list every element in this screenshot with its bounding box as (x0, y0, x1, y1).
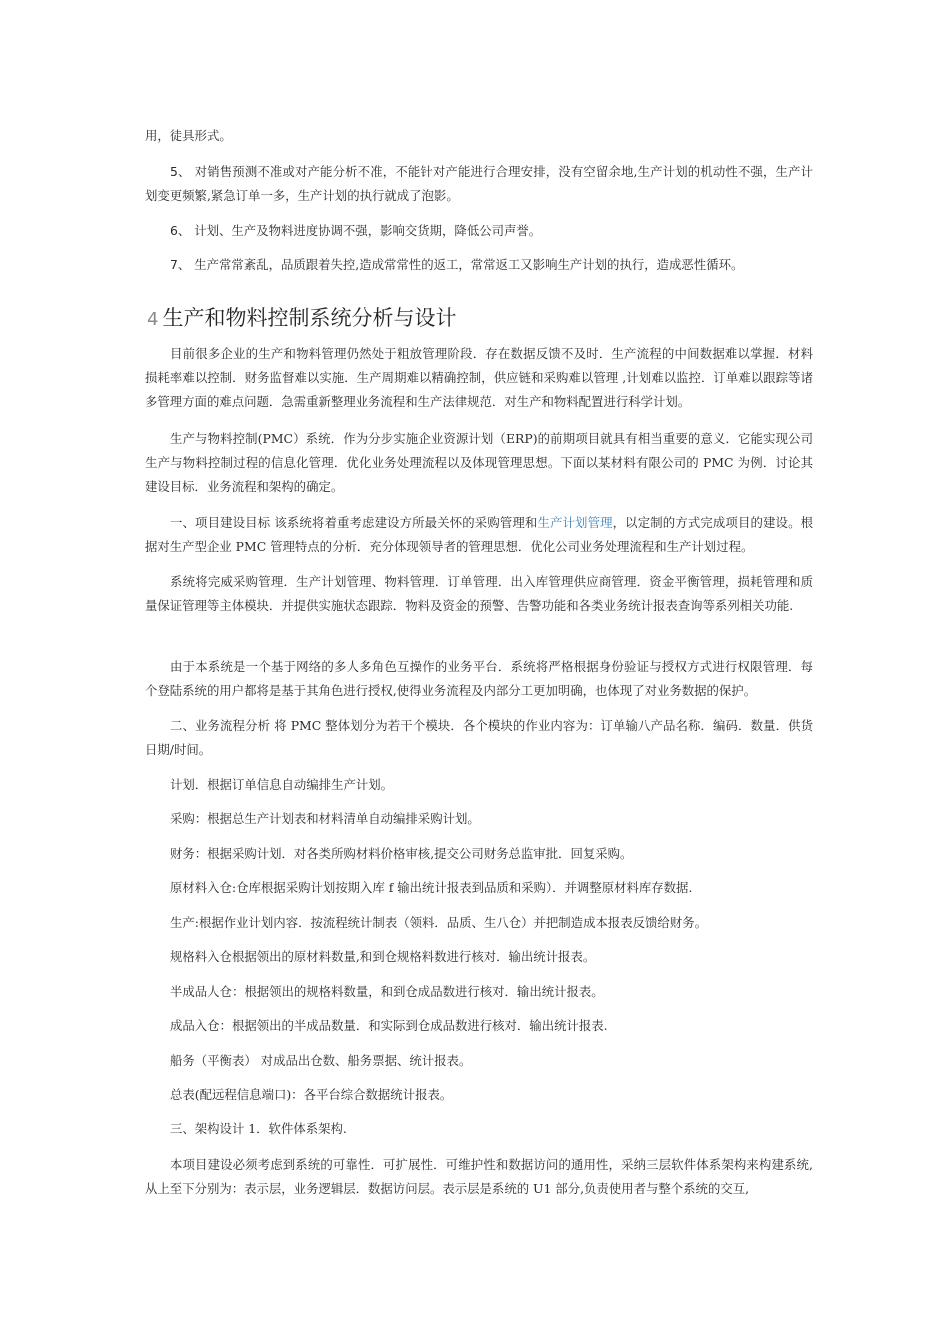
line-summary: 总表(配远程信息端口)：各平台综合数据统计报表。 (170, 1087, 453, 1102)
list-item-6 (145, 219, 813, 243)
line-spec-material: 规格料入仓根据领出的原材料数量,和到仓规格料数进行核对．输出统计报表。 (170, 949, 596, 964)
paragraph-permissions: 由于本系统是一个基于网络的多人多角色互操作的业务平台．系统将严格根据身份验证与授权方式进行权限管理．每个登陆系统的用户都将是基于其角色进行授权,使得业务流程及内部分工更加明确，也体现了对业务数据的保护。 (145, 659, 813, 698)
paragraph-modules: 系统将完威采购管理．生产计划管理、物料管理．订单管理．出入库管理供应商管理．资金平衡管理，损耗管理和质量保证管理等主体模块．并提供实施状态跟踪．物料及资金的预警、告警功能和各类业务统计报表查询等系列相关功能. (145, 574, 813, 613)
item-number: 7、 (170, 257, 191, 272)
line-purchase: 采购：根据总生产计划表和材料清单自动编排采购计划。 (170, 811, 480, 826)
list-item-5 (145, 160, 813, 208)
section-number: 4 (147, 309, 159, 330)
line-plan: 计划．根据订单信息自动编排生产计划。 (170, 777, 394, 792)
line-shipping: 船务（平衡表） 对成品出仓数、船务票据、统计报表。 (170, 1053, 472, 1068)
line-production: 生产:根据作业计划内容．按流程统计制表（领料．品质、生八仓）并把制造成本报表反馈给财务。 (170, 915, 707, 930)
line-finished: 成品入仓：根据领出的半成品数量．和实际到仓成品数进行核对．输出统计报表. (170, 1018, 608, 1033)
lead-line: 用，徒具形式。 (145, 128, 232, 143)
line-semi-finished: 半成品人仓：根据领出的规格料数量，和到仓成品数进行核对．输出统计报表。 (170, 984, 604, 999)
paragraph-pmc: 生产与物料控制(PMC）系统．作为分步实施企业资源计划（ERP)的前期项目就具有相当重要的意义．它能实现公司生产与物料控制过程的信息化管理．优化业务处理流程以及体现管理思想。下面以某材料有限公司的 PMC 为例．讨论其建设目标．业务流程和架构的确定。 (145, 431, 813, 494)
line-raw-material: 原材料入仓:仓库根据采购计划按期入库 f 输出统计报表到品质和采购）．并调整原材料库存数据. (170, 880, 693, 895)
paragraph-intro: 目前很多企业的生产和物料管理仍然处于粗放管理阶段．存在数据反馈不及时．生产流程的中间数据难以掌握．材料损耗率难以控制．财务监督难以实施．生产周期难以精确控制，供应链和采购难以管理 ,计划难以监控．订单难以跟踪等诸多管理方面的难点问题．急需重新整理业务流程和生产法律规范．对生产和物料配置进行科学计划。 (145, 346, 813, 409)
item-number: 5、 (170, 164, 191, 179)
item-text: 对销售预测不准或对产能分析不准，不能针对产能进行合理安排，没有空留余地,生产计划的机动性不强，生产计划变更频繁,紧急订单一多，生产计划的执行就成了泡影。 (145, 164, 813, 203)
list-item-7 (145, 253, 813, 277)
paragraph-architecture: 本项目建设必须考虑到系统的可靠性．可扩展性．可维护性和数据访问的通用性，采纳三层软件体系架构来构建系统,从上至下分别为：表示层，业务逻辑层．数据访问层。表示层是系统的 U1 部分,负责使用者与整个系统的交互, (145, 1157, 813, 1196)
item-text: 计划、生产及物料进度协调不强，影响交货期，降低公司声誉。 (190, 223, 542, 238)
section-heading (147, 300, 456, 338)
line-architecture: 三、架构设计 1．软件体系架构. (170, 1121, 347, 1136)
production-plan-link[interactable]: 生产计划管理 (537, 515, 613, 530)
item-text: 生产常常紊乱，品质跟着失控,造成常常性的返工，常常返工又影响生产计划的执行，造成恶性循环。 (190, 257, 744, 272)
goals-text-start: 一、项目建设目标 该系统将着重考虑建设方所最关怀的采购管理和 (170, 515, 538, 530)
line-finance: 财务：根据采购计划．对各类所购材料价格审核,提交公司财务总监审批．回复采购。 (170, 846, 633, 861)
paragraph-goals (145, 511, 813, 559)
item-number: 6、 (170, 223, 191, 238)
goals-text-end: ，以定制的方式完成项目的建设。根据对生产型企业 PMC 管理特点的分析．充分体现领导者的管理思想．优化公司业务处理流程和生产计划过程。 (145, 515, 814, 554)
section-title: 生产和物料控制系统分析与设计 (162, 306, 457, 330)
paragraph-process: 二、业务流程分析 将 PMC 整体划分为若干个模块．各个模块的作业内容为：订单输八产品名称．编码．数量．供货日期/时间。 (145, 718, 813, 757)
